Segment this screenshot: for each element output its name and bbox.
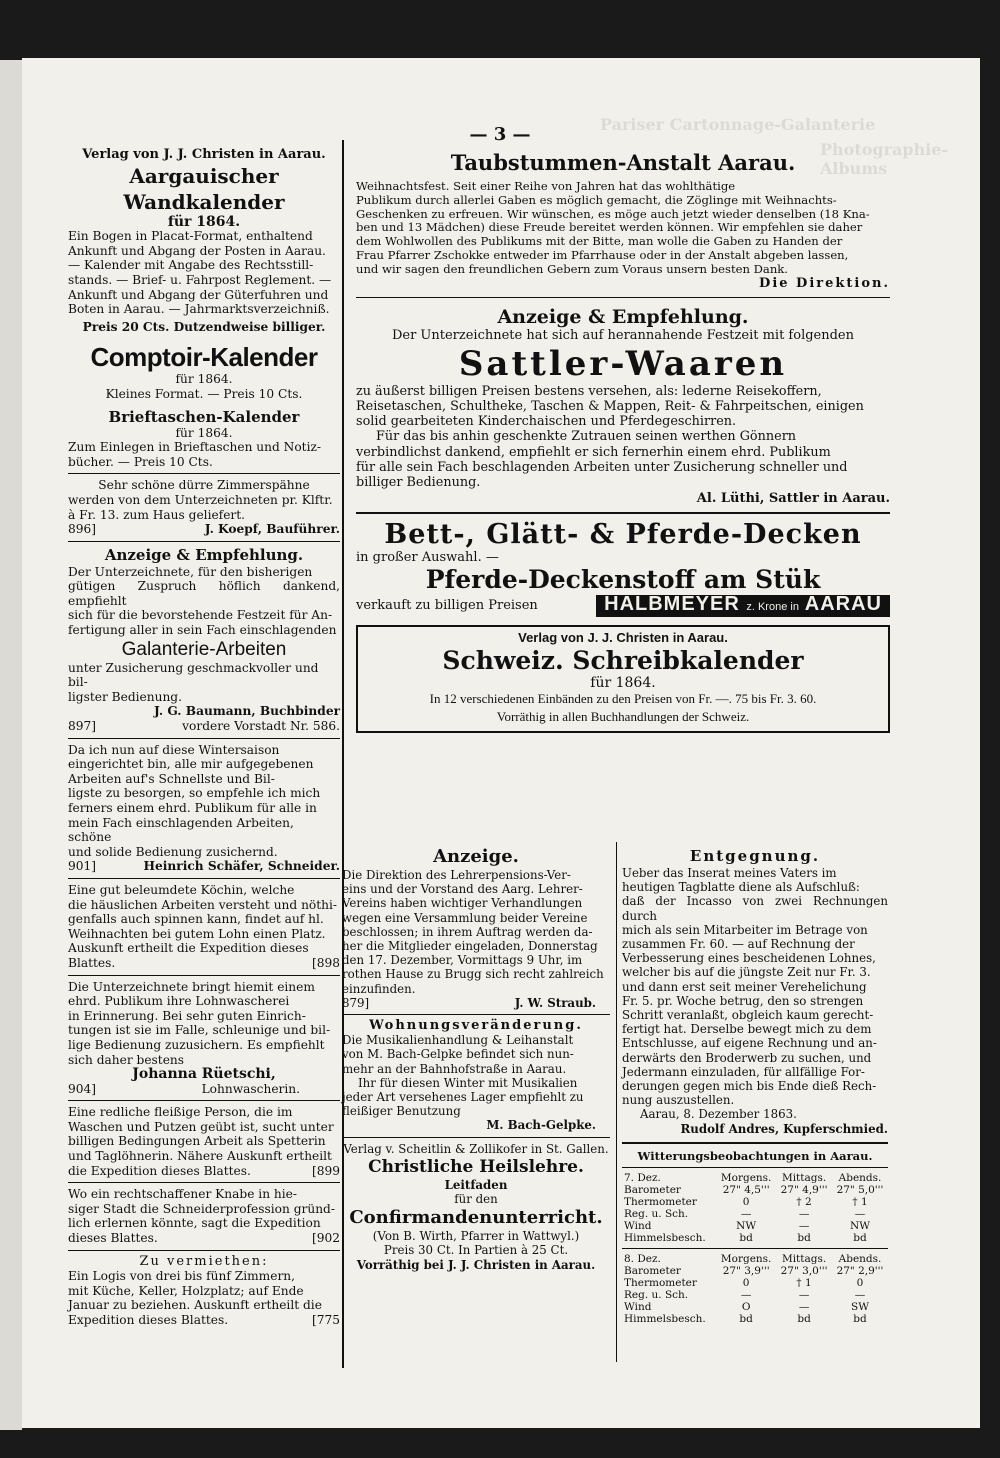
ad-zimmerspaehne xyxy=(68,478,340,536)
text-line: rothen Hause zu Brugg sich recht zahlreich xyxy=(342,967,604,982)
text-line: billiger Bedienung. xyxy=(356,474,481,490)
weather-label: Thermometer xyxy=(624,1196,697,1209)
text-line: fleißiger Benutzung xyxy=(342,1104,461,1119)
text-line: derwärts den Broderwerb zu suchen, und xyxy=(622,1050,872,1065)
ad-body xyxy=(356,384,890,490)
publisher-line: Verlag von J. J. Christen in Aarau. xyxy=(82,147,326,162)
text-line: Ueber das Inserat meines Vaters im xyxy=(622,866,837,880)
ad-entgegnung xyxy=(622,846,888,1136)
weather-observations xyxy=(622,1149,888,1325)
ad-title: Anzeige & Empfehlung. xyxy=(497,306,749,329)
text-line: und solide Bedienung zusichernd. xyxy=(68,844,278,859)
text-line: Blattes. xyxy=(68,955,116,970)
text-line: welcher bis auf die jüngste Zeit nur Fr. 3. xyxy=(622,965,871,980)
text-line: mit Küche, Keller, Holzplatz; auf Ende xyxy=(68,1283,304,1298)
weather-value: 0 xyxy=(742,1196,750,1209)
weather-day: 7. Dez. xyxy=(624,1172,661,1185)
text-line: her die Mitglieder eingeladen, Donnerstag xyxy=(342,939,598,954)
weather-label: Himmelsbesch. xyxy=(624,1232,706,1245)
weather-value: O xyxy=(741,1301,751,1314)
weather-label: Thermometer xyxy=(624,1277,697,1290)
weather-col: Morgens. xyxy=(720,1253,772,1266)
text-line: gütigen Zuspruch höflich dankend, empfiehlt xyxy=(68,579,340,608)
text-line: die Expedition dieses Blattes. xyxy=(68,1163,251,1178)
ad-signature: J. Koepf, Bauführer. xyxy=(204,522,340,537)
ad-footer xyxy=(68,522,340,537)
text-line: Waschen und Putzen geübt ist, sucht unter xyxy=(68,1119,334,1134)
bleed-through-text: Photographie-Albums xyxy=(820,140,949,178)
ad-taubstummen xyxy=(356,150,890,291)
weather-value: 27" 4,5''' xyxy=(722,1184,770,1197)
text-line: Frau Pfarrer Zschokke entweder im Pfarrhause oder in der Anstalt abgeben lassen, xyxy=(356,247,849,262)
ad-signature: Die Direktion. xyxy=(759,275,890,291)
ad-line: Vorräthig in allen Buchhandlungen der Schweiz. xyxy=(496,709,750,725)
text-line: — Kalender mit Angabe des Rechtsstill- xyxy=(68,258,314,273)
text-line: Schritt veranlaßt, obgleich kaum gerecht- xyxy=(622,1008,874,1023)
text-line: und dann erst seit meiner Verehelichung xyxy=(622,979,867,994)
text-line: Entschlusse, auf eigene Rechnung und an- xyxy=(622,1036,877,1051)
stamp-small: z. Krone in xyxy=(746,601,799,614)
ad-footer xyxy=(68,1082,340,1097)
weather-value: bd xyxy=(739,1313,753,1326)
text-line: jeder Art versehenes Lager empfiehlt zu xyxy=(342,1090,584,1105)
ad-schreibkalender xyxy=(356,625,890,733)
text-line: Die Musikalienhandlung & Leihanstalt xyxy=(342,1033,574,1048)
text-line: genfalls auch spinnen kann, findet auf hl. xyxy=(68,912,324,927)
ad-title: Zu vermiethen: xyxy=(139,1253,269,1269)
weather-value: — xyxy=(854,1208,866,1221)
weather-value: NW xyxy=(850,1220,870,1233)
weather-value: NW xyxy=(736,1220,757,1233)
ad-divider xyxy=(68,878,340,879)
weather-row xyxy=(622,1265,888,1277)
ad-title: Anzeige. xyxy=(433,846,519,867)
ad-divider xyxy=(356,512,890,514)
text-line: solid gearbeiteten Kinderchaischen und Pferdegeschirren. xyxy=(356,414,737,430)
weather-value: † 1 xyxy=(796,1277,812,1290)
ad-number: [775 xyxy=(311,1313,340,1327)
weather-header-row xyxy=(622,1172,888,1184)
ad-price: Preis 20 Cts. Dutzendweise billiger. xyxy=(82,319,326,334)
text-line: à Fr. 13. zum Haus geliefert. xyxy=(68,507,246,522)
text-line: die häuslichen Arbeiten versteht und nöthi- xyxy=(68,897,338,912)
right-sub-column-left xyxy=(342,846,610,1272)
text-line: Reisetaschen, Schultheke, Taschen & Mappen, Reit- & Fahrpeitschen, einigen xyxy=(356,398,864,414)
ad-title: Comptoir-Kalender xyxy=(90,342,318,373)
ad-footer xyxy=(68,859,340,874)
ad-title: Christliche Heilslehre. xyxy=(368,1156,584,1177)
stamp-city: AARAU xyxy=(804,593,882,616)
weather-value: † 2 xyxy=(796,1196,812,1209)
ad-number: 879] xyxy=(342,995,370,1010)
text-line: stands. — Brief- u. Fahrpost Reglement. — xyxy=(68,272,332,287)
ad-comptoir-kalender xyxy=(68,342,340,401)
text-line: Boten in Aarau. — Jahrmarktsverzeichniß. xyxy=(68,302,330,317)
weather-value: — xyxy=(854,1289,866,1302)
bleed-through-text-2: Pariser Cartonnage-Galanterie xyxy=(600,115,876,134)
weather-row xyxy=(622,1289,888,1301)
weather-day: 8. Dez. xyxy=(624,1253,661,1266)
text-line: lich erlernen könnte, sagt die Expedition xyxy=(68,1216,321,1231)
ad-vermiethen xyxy=(68,1255,340,1328)
text-line: fertigt hat. Derselbe bewegt mich zu dem xyxy=(622,1022,872,1037)
text-line: Publikum durch allerlei Gaben es möglich gemacht, die Zöglinge mit Weihnachts- xyxy=(356,192,837,207)
weather-value: 27" 5,0''' xyxy=(836,1184,884,1197)
text-line: Expedition dieses Blattes. xyxy=(68,1313,229,1327)
text-line: billigen Bedingungen Arbeit als Spetterin xyxy=(68,1134,326,1149)
text-line: daß der Incasso von zwei Rechnungen durch xyxy=(622,894,888,923)
ad-big-line: Pferde-Deckenstoff am Stük xyxy=(425,565,821,595)
ad-footer xyxy=(356,595,890,617)
weather-value: — xyxy=(740,1208,752,1221)
ad-year: für 1864. xyxy=(590,674,656,691)
text-line: einzufinden. xyxy=(342,981,416,996)
text-line: Arbeiten auf's Schnellste und Bil- xyxy=(68,771,275,786)
ad-title: Aargauischer Wandkalender xyxy=(123,163,285,214)
weather-col: Mittags. xyxy=(781,1253,827,1266)
ad-sattler xyxy=(356,306,890,507)
ad-wohnung xyxy=(342,1019,610,1133)
weather-divider xyxy=(622,1167,888,1168)
ad-year: für 1864. xyxy=(167,213,241,230)
ad-line: Kleines Format. — Preis 10 Cts. xyxy=(105,386,303,401)
text-line: unter Zusicherung geschmackvoller und bil- xyxy=(68,660,319,690)
text-line: und wir sagen den freundlichen Gebern zum Voraus unsern besten Dank. xyxy=(356,261,788,276)
weather-value: 0 xyxy=(742,1277,750,1290)
text-line: Zum Einlegen in Brieftaschen und Notiz- xyxy=(68,440,322,455)
ad-signature: Heinrich Schäfer, Schneider. xyxy=(143,859,340,874)
weather-row xyxy=(622,1277,888,1289)
weather-value: — xyxy=(798,1289,810,1302)
weather-value: 27" 2,9''' xyxy=(836,1265,884,1278)
text-line: in großer Auswahl. — xyxy=(356,549,499,565)
weather-value: bd xyxy=(739,1232,753,1245)
page-number: — 3 — xyxy=(469,124,531,145)
text-line: den 17. Dezember, Vormittags 9 Uhr, im xyxy=(342,953,583,968)
ad-signature-title: Lohnwascherin. xyxy=(201,1081,300,1096)
weather-value: bd xyxy=(797,1313,811,1326)
weather-label: Himmelsbesch. xyxy=(624,1313,706,1326)
text-line: siger Stadt die Schneiderprofession gründ- xyxy=(68,1201,335,1216)
ad-line: In 12 verschiedenen Einbänden zu den Preisen von Fr. —. 75 bis Fr. 3. 60. xyxy=(429,691,817,707)
ad-number: 904] xyxy=(68,1081,97,1096)
publisher-line: Verlag von J. J. Christen in Aarau. xyxy=(518,629,728,645)
weather-row xyxy=(622,1301,888,1313)
ad-footer xyxy=(68,1164,340,1179)
text-line: mich als sein Mitarbeiter im Betrage von xyxy=(622,922,868,937)
text-line: Die Direktion des Lehrerpensions-Ver- xyxy=(342,868,571,882)
ad-divider xyxy=(68,1182,340,1183)
left-column xyxy=(68,148,340,1328)
text-line: zusammen Fr. 60. — auf Rechnung der xyxy=(622,937,855,952)
text-line: Ein Bogen in Placat-Format, enthaltend xyxy=(68,229,313,244)
weather-title: Witterungsbeobachtungen in Aarau. xyxy=(637,1148,873,1163)
ad-year: für 1864. xyxy=(175,372,233,387)
text-line: zu äußerst billigen Preisen bestens versehen, als: lederne Reisekoffern, xyxy=(356,383,822,399)
text-line: wegen eine Versammlung beider Vereine xyxy=(342,910,588,925)
text-line: für alle sein Fach beschlagenden Arbeiten unter Zusicherung schneller und xyxy=(356,459,848,475)
ad-galanterie xyxy=(68,546,340,734)
text-line: tungen ist sie im Falle, schleunige und bil- xyxy=(68,1023,331,1038)
ad-title: Brieftaschen-Kalender xyxy=(108,407,300,426)
weather-value: 27" 4,9''' xyxy=(780,1184,828,1197)
ad-number: 897] xyxy=(68,719,97,734)
ad-number: [899 xyxy=(311,1163,340,1178)
ad-big-line: Confirmandenunterricht. xyxy=(349,1207,603,1229)
weather-value: bd xyxy=(853,1313,867,1326)
weather-label: Barometer xyxy=(624,1265,681,1278)
text-line: Weihnachten bei gutem Lohn einen Platz. xyxy=(68,926,326,941)
ad-footer xyxy=(68,719,340,734)
ad-divider xyxy=(68,473,340,474)
text-line: verkauft zu billigen Preisen xyxy=(356,597,538,613)
weather-value: bd xyxy=(797,1232,811,1245)
text-line: Vorräthig bei J. J. Christen in Aarau. xyxy=(356,1257,596,1272)
ad-signature: M. Bach-Gelpke. xyxy=(486,1118,596,1133)
ad-divider xyxy=(68,738,340,739)
ad-signature: J. W. Straub. xyxy=(514,995,596,1010)
weather-divider xyxy=(622,1248,888,1249)
ad-year: für 1864. xyxy=(175,425,233,440)
ad-decken xyxy=(356,519,890,617)
ad-putzerin xyxy=(68,1105,340,1178)
text-line: (Von B. Wirth, Pfarrer in Wattwyl.) xyxy=(372,1229,580,1244)
ad-divider xyxy=(68,975,340,976)
text-line: bücher. — Preis 10 Cts. xyxy=(68,454,213,469)
text-line: ligste zu besorgen, so empfehle ich mich xyxy=(68,786,321,801)
weather-value: 0 xyxy=(856,1277,864,1290)
ad-divider xyxy=(342,1014,610,1015)
text-line: eins und der Vorstand des Aarg. Lehrer- xyxy=(342,882,583,897)
right-sub-column-right xyxy=(622,846,888,1325)
ad-wandkalender xyxy=(68,148,340,334)
text-line: Ein Logis von drei bis fünf Zimmern, xyxy=(68,1269,295,1284)
weather-row xyxy=(622,1313,888,1325)
weather-value: † 1 xyxy=(852,1196,868,1209)
text-line: sich daher bestens xyxy=(68,1052,185,1067)
weather-label: Reg. u. Sch. xyxy=(624,1208,689,1221)
weather-row xyxy=(622,1220,888,1232)
ad-divider xyxy=(342,1137,610,1138)
weather-value: — xyxy=(798,1208,810,1221)
text-line: Wo ein rechtschaffener Knabe in hie- xyxy=(68,1187,297,1202)
text-line: Verlag v. Scheitlin & Zollikofer in St. Gallen. xyxy=(343,1141,609,1156)
weather-row xyxy=(622,1184,888,1196)
ad-koechin xyxy=(68,883,340,971)
ad-footer xyxy=(68,1313,340,1328)
text-line: sich für die bevorstehende Festzeit für An- xyxy=(68,608,333,623)
ad-footer xyxy=(68,1231,340,1246)
weather-value: SW xyxy=(851,1301,870,1314)
weather-row xyxy=(622,1232,888,1244)
weather-value: — xyxy=(798,1301,810,1314)
weather-col: Mittags. xyxy=(781,1172,827,1185)
weather-table-day2 xyxy=(622,1253,888,1325)
page-edge xyxy=(0,60,24,1430)
ad-signature: Rudolf Andres, Kupferschmied. xyxy=(680,1121,888,1136)
text-line: derungen gegen mich bis Ende dieß Rech- xyxy=(622,1079,877,1094)
ad-brieftaschen-kalender xyxy=(68,408,340,470)
text-line: Verbesserung eines bescheidenen Lohnes, xyxy=(622,951,876,966)
text-line: eingerichtet bin, alle mir aufgegebenen xyxy=(68,757,314,772)
text-line: Ankunft und Abgang der Güterfuhren und xyxy=(68,287,329,302)
ad-title: Entgegnung. xyxy=(689,847,821,865)
ad-schneider xyxy=(68,743,340,874)
weather-value: 27" 3,0''' xyxy=(780,1265,828,1278)
text-line: Ankunft und Abgang der Posten in Aarau. xyxy=(68,243,326,258)
text-line: und Taglöhnerin. Nähere Auskunft ertheilt xyxy=(68,1149,332,1164)
ad-number: [902 xyxy=(311,1231,340,1246)
weather-value: bd xyxy=(853,1232,867,1245)
ad-divider xyxy=(622,1142,888,1144)
ad-lehrervereine xyxy=(342,846,610,1010)
weather-label: Wind xyxy=(624,1301,652,1314)
text-line: Leitfaden xyxy=(444,1177,508,1192)
text-line: Auskunft ertheilt die Expedition dieses xyxy=(68,941,309,956)
weather-col: Morgens. xyxy=(720,1172,772,1185)
text-line: in Erinnerung. Bei sehr guten Einrich- xyxy=(68,1008,306,1023)
text-line: Geschenken zu erfreuen. Wir wünschen, es möge auch jetzt wieder denselben (18 Kna- xyxy=(356,206,870,221)
text-line: Die Unterzeichnete bringt hiemit einem xyxy=(68,979,315,994)
text-line: Da ich nun auf diese Wintersaison xyxy=(68,742,280,757)
ad-body xyxy=(68,229,340,317)
text-line: Ihr für diesen Winter mit Musikalien xyxy=(358,1075,578,1090)
ad-big-line: Galanterie-Arbeiten xyxy=(121,638,287,660)
text-line: werden von dem Unterzeichneten pr. Klftr. xyxy=(68,492,333,507)
weather-col: Abends. xyxy=(838,1253,882,1266)
column-rule-right xyxy=(616,842,617,1362)
ad-number: 901] xyxy=(68,859,97,874)
ad-divider xyxy=(68,541,340,542)
ad-number: [898 xyxy=(311,955,340,970)
text-line: verbindlichst dankend, empfiehlt er sich fernerhin einem ehrd. Publikum xyxy=(356,444,831,460)
text-line: dieses Blattes. xyxy=(68,1231,158,1246)
ad-body xyxy=(356,180,890,277)
merchant-stamp xyxy=(596,595,890,617)
text-line: fertigung aller in sein Fach einschlagenden xyxy=(68,623,337,638)
weather-row xyxy=(622,1208,888,1220)
weather-value: — xyxy=(798,1220,810,1233)
ad-lohnwascherei xyxy=(68,980,340,1097)
weather-col: Abends. xyxy=(838,1172,882,1185)
ad-big-line: Sattler-Waaren xyxy=(458,343,788,384)
ad-title: Taubstummen-Anstalt Aarau. xyxy=(450,150,796,175)
weather-row xyxy=(622,1196,888,1208)
text-line: Weihnachtsfest. Seit einer Reihe von Jahren hat das wohlthätige xyxy=(356,179,736,193)
ad-signature: J. G. Baumann, Buchbinder xyxy=(154,704,340,719)
ad-title: Wohnungsveränderung. xyxy=(369,1018,583,1034)
weather-label: Wind xyxy=(624,1220,652,1233)
text-line: Der Unterzeichnete hat sich auf herannahende Festzeit mit folgenden xyxy=(391,328,855,344)
ad-signature: Johanna Rüetschi, xyxy=(132,1066,276,1083)
ad-divider xyxy=(68,1100,340,1101)
text-line: Der Unterzeichnete, für den bisherigen xyxy=(68,564,313,579)
text-line: Jedermann einzuladen, für allfällige For- xyxy=(622,1064,865,1079)
weather-header-row xyxy=(622,1253,888,1265)
text-line: Eine redliche fleißige Person, die im xyxy=(68,1105,293,1120)
ad-heilslehre xyxy=(342,1142,610,1272)
text-line: ehrd. Publikum ihre Lohnwascherei xyxy=(68,994,290,1009)
weather-value: — xyxy=(740,1289,752,1302)
text-line: Sehr schöne dürre Zimmerspähne xyxy=(98,478,310,493)
weather-label: Barometer xyxy=(624,1184,681,1197)
weather-label: Reg. u. Sch. xyxy=(624,1289,689,1302)
text-line: beschlossen; in ihrem Auftrag werden da- xyxy=(342,924,593,939)
ad-number: 896] xyxy=(68,522,97,537)
text-line: von M. Bach-Gelpke befindet sich nun- xyxy=(342,1047,574,1062)
ad-address: vordere Vorstadt Nr. 586. xyxy=(182,719,340,734)
text-line: dem Wohlwollen des Publikums mit der Bitte, man wolle die Gaben zu Handen der xyxy=(356,234,843,249)
text-line: Für das bis anhin geschenkte Zutrauen seinen werthen Gönnern xyxy=(376,429,797,445)
ad-title: Anzeige & Empfehlung. xyxy=(104,545,304,564)
text-line: heutigen Tagblatte diene als Aufschluß: xyxy=(622,880,860,895)
stamp-name: HALBMEYER xyxy=(604,593,740,616)
text-line: nung auszustellen. xyxy=(622,1093,735,1108)
ad-divider xyxy=(68,1250,340,1251)
ad-footer xyxy=(68,956,340,971)
text-line: Eine gut beleumdete Köchin, welche xyxy=(68,882,295,897)
ad-date: Aarau, 8. Dezember 1863. xyxy=(640,1107,797,1122)
text-line: Preis 30 Ct. In Partien à 25 Ct. xyxy=(383,1243,569,1258)
ad-lehrling xyxy=(68,1187,340,1245)
text-line: ben und 13 Mädchen) diese Freude bereitet werden können. Wir empfehlen sie daher xyxy=(356,220,863,235)
ad-footer xyxy=(342,996,610,1010)
ad-title: Schweiz. Schreibkalender xyxy=(442,645,804,675)
text-line: ferners einem ehrd. Publikum für alle in xyxy=(68,801,317,815)
text-line: mein Fach einschlagenden Arbeiten, schöne xyxy=(68,815,294,845)
right-column xyxy=(356,150,890,733)
ad-title: Bett-, Glätt- & Pferde-Decken xyxy=(384,518,862,550)
text-line: mehr an der Bahnhofstraße in Aarau. xyxy=(342,1061,567,1076)
weather-table-day1 xyxy=(622,1172,888,1244)
text-line: Fr. 5. pr. Woche betrug, den so strengen xyxy=(622,993,864,1008)
text-line: lige Bedienung zuzusichern. Es empfiehlt xyxy=(68,1037,325,1052)
ad-divider xyxy=(356,297,890,298)
text-line: Vereins haben wichtiger Verhandlungen xyxy=(342,896,583,911)
text-line: Januar zu beziehen. Auskunft ertheilt die xyxy=(68,1298,322,1313)
ad-signature: Al. Lüthi, Sattler in Aarau. xyxy=(696,491,890,507)
weather-value: 27" 3,9''' xyxy=(722,1265,770,1278)
text-line: für den xyxy=(454,1192,498,1207)
text-line: ligster Bedienung. xyxy=(68,689,182,704)
